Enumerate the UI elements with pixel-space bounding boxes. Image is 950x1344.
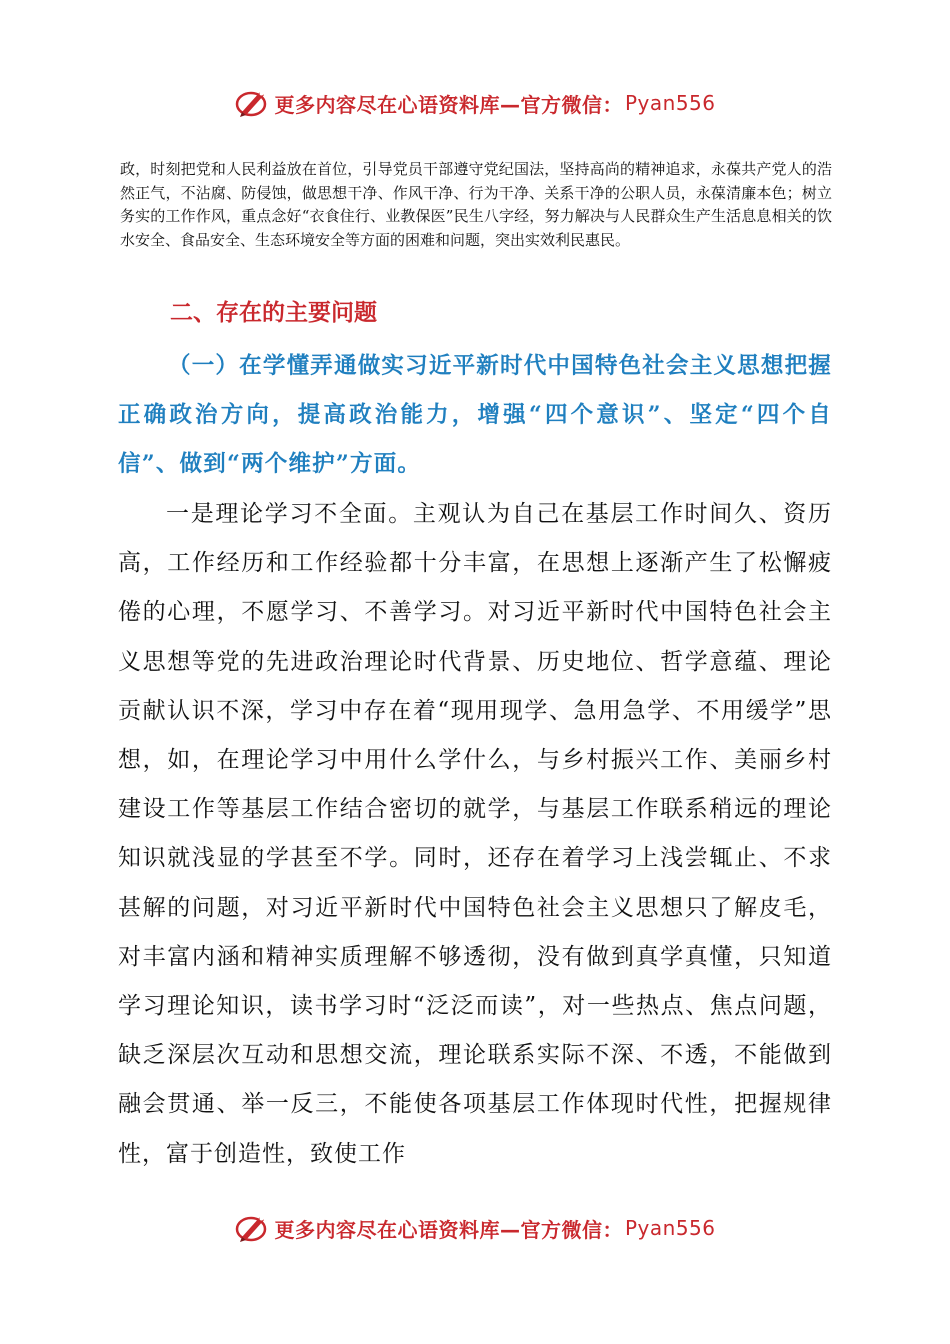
body-paragraph: 一是理论学习不全面。主观认为自己在基层工作时间久、资历高，工作经历和工作经验都十分丰富，在思想上逐渐产生了松懈疲倦的心理，不愿学习、不善学习。对习近平新时代中国特色社会主义思想等党的先进政治理论时代背景、历史地位、哲学意蕴、理论贡献认识不深，学习中存在着“现用现学、急用急学、不用缓学”思想，如，在理论学习中用什么学什么，与乡村振兴工作、美丽乡村建设工作等基层工作结合密切的就学，与基层工作联系稍远的理论知识就浅显的学甚至不学。同时，还存在着学习上浅尝辄止、不求甚解的问题，对习近平新时代中国特色社会主义思想只了解皮毛，对丰富内涵和精神实质理解不够透彻，没有做到真学真懂，只知道学习理论知识，读书学习时“泛泛而读”，对一些热点、焦点问题，缺乏深层次互动和思想交流，理论联系实际不深、不透，不能做到融会贯通、举一反三，不能使各项基层工作体现时代性，把握规律性，富于创造性，致使工作 — [118, 501, 832, 1167]
pen-logo-icon — [234, 85, 270, 121]
continuation-paragraph: 政，时刻把党和人民利益放在首位，引导党员干部遵守党纪国法，坚持高尚的精神追求，永葆共产党人的浩然正气，不沾腐、防侵蚀，做思想干净、作风干净、行为干净、关系干净的公职人员，永葆清廉本色；树立务实的工作作风，重点念好“衣食住行、业教保医”民生八字经，努力解决与人民群众生产生活息息相关的饮水安全、食品安全、生态环境安全等方面的困难和问题，突出实效利民惠民。 — [120, 160, 832, 249]
watermark-text: 更多内容尽在心语资料库—官方微信： — [274, 92, 623, 117]
watermark-account: Pyan556 — [624, 1216, 716, 1240]
subsection-title: （一）在学懂弄通做实习近平新时代中国特色社会主义思想把握正确政治方向，提高政治能力，增强“四个意识”、坚定“四个自信”、做到“两个维护”方面。 — [118, 353, 832, 477]
pen-logo-icon — [234, 1210, 270, 1246]
section-title: 二、存在的主要问题 — [170, 300, 377, 326]
header-watermark — [0, 83, 950, 123]
watermark-text: 更多内容尽在心语资料库—官方微信： — [274, 1217, 623, 1242]
footer-watermark — [0, 1208, 950, 1248]
watermark-account: Pyan556 — [624, 91, 716, 115]
